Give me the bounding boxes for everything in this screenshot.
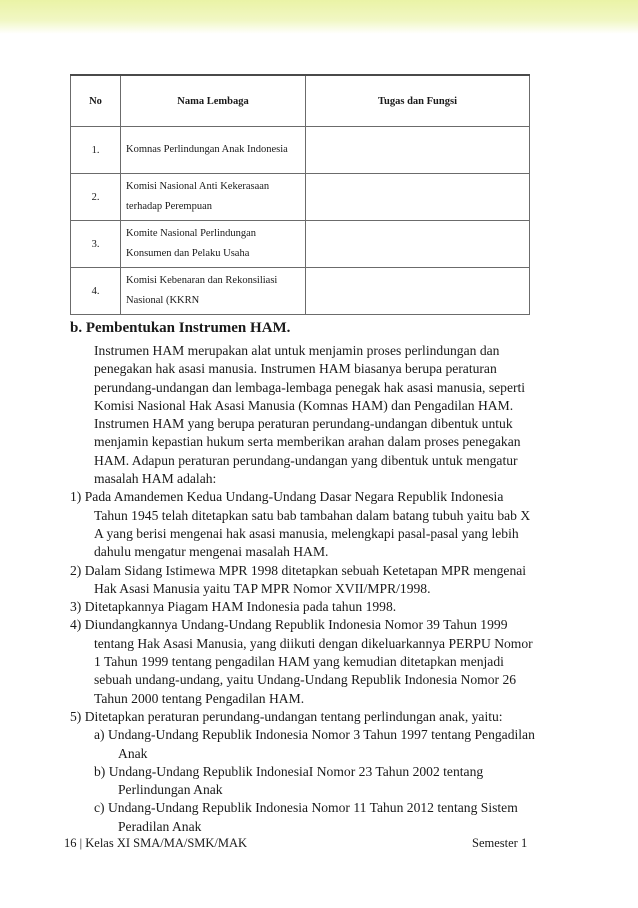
table-row — [71, 221, 530, 268]
footer-semester: Semester 1 — [472, 836, 528, 850]
table-row — [71, 174, 530, 221]
list-item: 1) Pada Amandemen Kedua Undang-Undang Dasar Negara Republik Indonesia Tahun 1945 telah ditetapkan satu bab tambahan dalam batang tubuh yaitu bab X A yang berisi mengenai hak asasi manusia, melengkapi pasal-pasal yang lebih dahulu mengatur mengenai masalah HAM. — [70, 489, 531, 560]
row-number: 2. — [71, 174, 121, 221]
list-item: 4) Diundangkannya Undang-Undang Republik Indonesia Nomor 39 Tahun 1999 tentang Hak Asasi Manusia, yang diikuti dengan dikeluarkannya PERPU Nomor 1 Tahun 1999 tentang pengadilan HAM yang kemudian ditetapkan menjadi sebuah undang-undang, yaitu Undang-Undang Republik Indonesia Nomor 26 Tahun 2000 tentang Pengadilan HAM. — [70, 617, 533, 706]
footer-page-info: 16 | Kelas XI SMA/MA/SMK/MAK — [64, 836, 248, 850]
row-lembaga-name: Komisi Nasional Anti Kekerasaan terhadap Perempuan — [121, 174, 306, 221]
list-item: 3) Ditetapkannya Piagam HAM Indonesia pada tahun 1998. — [70, 599, 397, 615]
section-title: b. Pembentukan Instrumen HAM. — [70, 320, 291, 336]
header-nama-lembaga: Nama Lembaga — [121, 75, 306, 127]
row-lembaga-name: Komite Nasional Perlindungan Konsumen dan Pelaku Usaha — [121, 221, 306, 268]
table-header-row — [71, 75, 530, 127]
row-lembaga-name: Komisi Kebenaran dan Rekonsiliasi Nasional (KKRN — [121, 268, 306, 315]
row-number: 1. — [71, 127, 121, 174]
row-tugas-cell — [306, 127, 530, 174]
row-tugas-cell — [306, 221, 530, 268]
row-number: 3. — [71, 221, 121, 268]
sub-list-item: a) Undang-Undang Republik Indonesia Nomor 3 Tahun 1997 tentang Pengadilan Anak — [94, 727, 535, 761]
header-color-band — [0, 0, 638, 34]
sub-list-item: b) Undang-Undang Republik IndonesiaI Nomor 23 Tahun 2002 tentang Perlindungan Anak — [94, 763, 484, 798]
header-no: No — [71, 75, 121, 127]
row-tugas-cell — [306, 268, 530, 315]
intro-paragraph: Instrumen HAM merupakan alat untuk menjamin proses perlindungan dan penegakan hak asasi manusia. Instrumen HAM biasanya berupa peraturan perundang-undangan dan lembaga-lembaga penegak hak asasi manusia, seperti Komisi Nasional Hak Asasi Manusia (Komnas HAM) dan Pengadilan HAM. Instrumen HAM yang berupa peraturan perundang-undangan dibentuk untuk menjamin kepastian hukum serta memberikan arahan dalam proses penegakan HAM. Adapun peraturan perundang-undangan yang dibentuk untuk mengatur masalah HAM adalah: — [94, 343, 526, 487]
lembaga-table-container — [70, 74, 530, 315]
sub-list-item: c) Undang-Undang Republik Indonesia Nomor 11 Tahun 2012 tentang Sistem Peradilan Anak — [94, 800, 518, 834]
list-item: 2) Dalam Sidang Istimewa MPR 1998 ditetapkan sebuah Ketetapan MPR mengenai Hak Asasi Manusia yaitu TAP MPR Nomor XVII/MPR/1998. — [70, 562, 527, 596]
row-lembaga-name: Komnas Perlindungan Anak Indonesia — [121, 127, 306, 174]
row-number: 4. — [71, 268, 121, 315]
table-row — [71, 127, 530, 174]
row-tugas-cell — [306, 174, 530, 221]
lembaga-table — [70, 74, 530, 315]
header-tugas-fungsi: Tugas dan Fungsi — [306, 75, 530, 127]
table-row — [71, 268, 530, 315]
list-item: 5) Ditetapkan peraturan perundang-undangan tentang perlindungan anak, yaitu: — [70, 708, 503, 724]
section-body — [70, 342, 538, 836]
